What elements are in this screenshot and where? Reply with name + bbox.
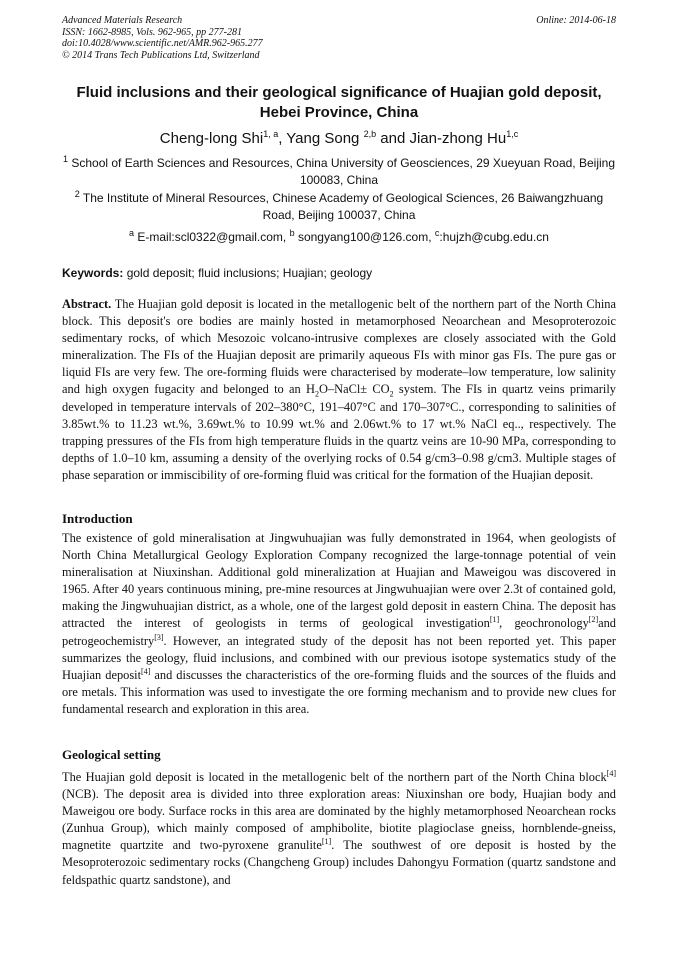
body-text: , geochronology — [499, 616, 589, 631]
abstract-text: The Huajian gold deposit is located in the metallogenic belt of the northern part of the North China block. This deposit's ore bodies are mainly hosted in metamorphosed Neoarchean and Mesoproterozoic sedimentary rocks, of which Mesozoic volcano-intrusive complexes are closely associated with the Gold mineralization. The FIs of the Huajian deposit are primarily aqueous FIs with minor gas FIs. The pure gas or liquid FIs are very few. The ore-forming fluids were characterised by moderate–low temperature, low salinity and high oxygen fugacity and belonged to an H — [62, 297, 616, 397]
section-heading-geological-setting: Geological setting — [62, 747, 161, 762]
citation-ref[interactable]: [1] — [489, 615, 500, 625]
email-text: songyang100@126.com, — [294, 230, 435, 244]
online-date: Online: 2014-06-18 — [536, 15, 616, 26]
citation-ref[interactable]: [4] — [606, 768, 616, 778]
introduction-paragraph — [62, 530, 616, 718]
author-separator: and Jian-zhong Hu — [376, 130, 507, 147]
affiliation-number: 1 — [63, 154, 69, 164]
body-text: (NCB). The deposit area is divided into three exploration areas: Niuxinshan ore body, Huajian body and Maweigou ore body. Surface rocks in this area are dominated by the highly metamorphosed Neoarchean rocks (Zunhua Group), which mainly composed of amphibolite, biotite plagioclase gneiss, hornblende-gneiss, magnetite quartzite and two-pyroxene granulite — [62, 787, 616, 853]
affiliation-1 — [60, 155, 618, 189]
journal-header — [62, 15, 263, 61]
issn-line: ISSN: 1662-8985, Vols. 962-965, pp 277-281 — [62, 26, 242, 38]
citation-ref[interactable]: [3] — [154, 632, 164, 642]
section-heading-introduction: Introduction — [62, 511, 133, 526]
email-mark: a — [129, 228, 135, 238]
body-text: and petrogeochemistry — [62, 616, 616, 648]
subscript: 2 — [315, 389, 319, 399]
abstract-text: system. The FIs in quartz veins primarily developed in temperature intervals of 202–380°C, 191–407°C and 170–307°C., corresponding to salinities of 3.85wt.% to 11.23 wt.%, 3.69wt.% to 10.99 wt.% and 2.06wt.% to 17 wt.% NaCl eq.., respectively. The trapping pressures of the FIs from high temperature fluids in the quartz veins are 10-90 MPa, corresponding to depths of 1.0–10 km, assuming a density of the overlying rocks of 0.54 g/cm3–0.98 g/cm3. Multiple stages of phase separation or immiscibility of ore-forming fluid was critical for the formation of the Huajian deposit. — [62, 382, 616, 482]
citation-ref[interactable]: [1] — [321, 837, 332, 847]
body-text: and discusses the characteristics of the ore-forming fluids and the sources of the fluids and ore metals. This information was used to investigate the ore forming mechanism and to provide new clues for fundamental research and exploration in this area. — [62, 667, 616, 716]
paper-title: Fluid inclusions and their geological significance of Huajian gold deposit, Hebei Province, China — [76, 84, 602, 121]
email-mark: b — [289, 228, 295, 238]
copyright-line: © 2014 Trans Tech Publications Ltd, Switzerland — [62, 49, 260, 61]
doi-line: doi:10.4028/www.scientific.net/AMR.962-965.277 — [62, 38, 263, 49]
keywords — [62, 265, 617, 281]
author-list — [60, 129, 618, 149]
citation-ref[interactable]: [2] — [588, 615, 599, 625]
citation-ref[interactable]: [4] — [141, 666, 151, 676]
abstract-paragraph — [62, 296, 616, 484]
abstract-text: O–NaCl± CO — [319, 382, 390, 397]
email-line — [60, 229, 618, 246]
body-text: . However, an integrated study of the deposit has not been reported yet. This paper summarizes the geology, fluid inclusions, and combined with our previous isotope systematics study of the Huajian deposit — [62, 633, 616, 682]
author-name: Cheng-long Shi — [159, 130, 264, 147]
author-affil-mark: 1, a — [263, 129, 279, 139]
email-mark: c — [434, 228, 440, 238]
keywords-text: gold deposit; fluid inclusions; Huajian; geology — [123, 266, 373, 280]
body-text: The Huajian gold deposit is located in the metallogenic belt of the northern part of the North China block — [62, 770, 607, 784]
author-affil-mark: 1,c — [506, 129, 519, 139]
email-text: :hujzh@cubg.edu.cn — [439, 230, 549, 244]
abstract-label: Abstract. — [62, 297, 112, 311]
subscript: 2 — [389, 389, 394, 399]
journal-name: Advanced Materials Research — [62, 15, 183, 26]
affiliation-number: 2 — [74, 189, 80, 199]
affiliation-2 — [60, 190, 618, 224]
author-separator: , Yang Song — [278, 130, 364, 147]
email-text: E-mail:scl0322@gmail.com, — [134, 230, 290, 244]
keywords-label: Keywords: — [62, 266, 124, 280]
body-text: The existence of gold mineralisation at Jingwuhuajian was fully demonstrated in 1964, when geologists of North China Metallurgical Geology Exploration Company recognized the large-tonnage potential of vein mineralisation at Niuxinshan. Additional gold mineralization at Huajian and Maweigou was discovered in 1965. After 40 years continuous mining, pre-mine resources at Jingwuhuajian were over 2.3t of contained gold, making the Jingwuhuajian district, as a whole, one of the largest gold deposit in eastern China. The deposit has attracted the interest of geologists in terms of geological investigation — [62, 531, 616, 631]
body-text: . The southwest of ore deposit is hosted by the Mesoproterozoic sedimentary rocks (Changcheng Group) includes Dahongyu Formation (quartz sandstone and feldspathic quartz sandstone), and — [62, 838, 617, 887]
geological-setting-paragraph — [62, 769, 616, 889]
affiliation-text: School of Earth Sciences and Resources, China University of Geosciences, 29 Xueyuan Road, Beijing 100083, China — [71, 156, 615, 187]
author-affil-mark: 2,b — [363, 129, 377, 139]
affiliation-text: The Institute of Mineral Resources, Chinese Academy of Geological Sciences, 26 Baiwangzhuang Road, Beijing 100037, China — [82, 191, 604, 222]
